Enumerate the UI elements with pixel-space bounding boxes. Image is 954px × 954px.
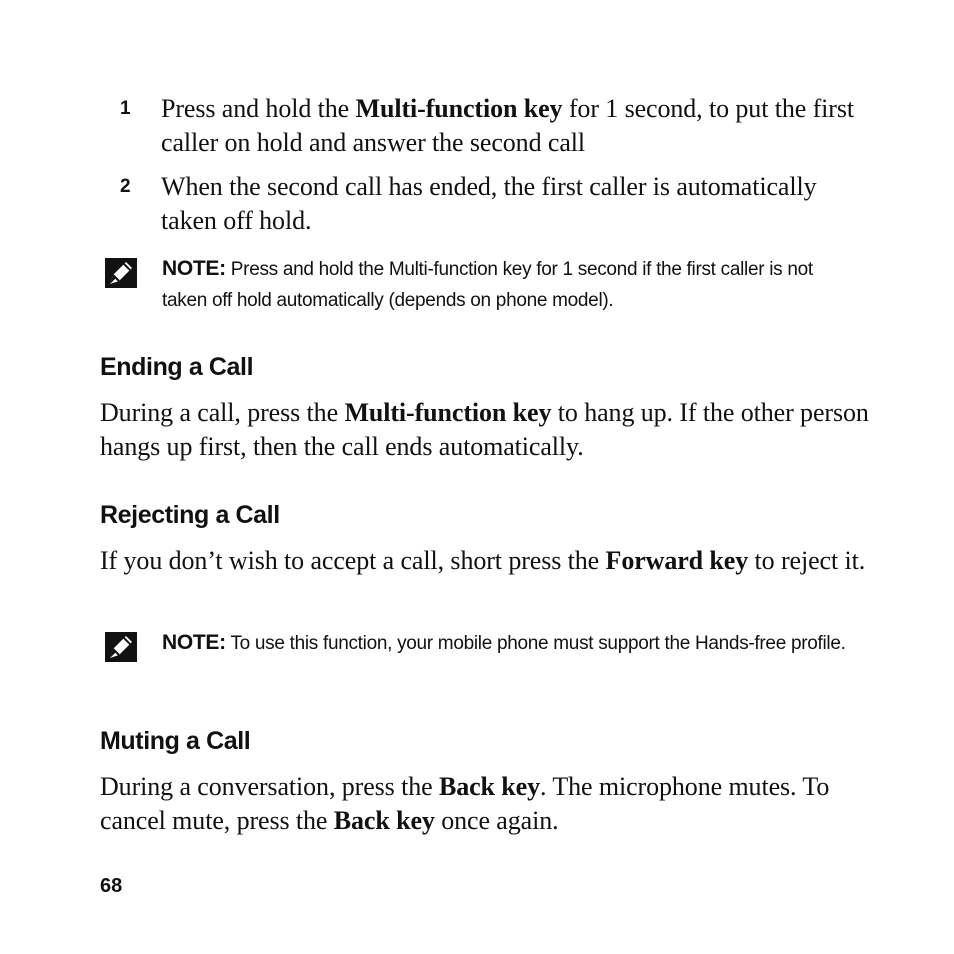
rejecting-paragraph: If you don’t wish to accept a call, short press the Forward key to reject it. — [100, 546, 866, 575]
note-1 — [104, 253, 864, 319]
step-number: 1 — [120, 98, 131, 119]
pencil-note-icon — [104, 257, 138, 289]
multi-function-key-label: Multi-function key — [344, 398, 552, 427]
step-1 — [100, 92, 860, 162]
heading-ending-a-call: Ending a Call — [100, 353, 254, 381]
multi-function-key-label: Multi-function key — [388, 259, 532, 280]
forward-key-label: Forward key — [605, 546, 749, 575]
step-2 — [100, 170, 860, 240]
muting-paragraph: During a conversation, press the Back key. The microphone mutes. To cancel mute, press the Back key once again. — [100, 772, 830, 835]
ending-paragraph: During a call, press the Multi-function key to hang up. If the other person hangs up first, then the call ends automatically. — [100, 398, 869, 461]
pencil-note-icon — [104, 631, 138, 663]
heading-rejecting-a-call: Rejecting a Call — [100, 501, 280, 529]
heading-muting-a-call: Muting a Call — [100, 727, 251, 755]
note-label: NOTE: — [162, 631, 226, 654]
step-text: When the second call has ended, the first caller is automatically taken off hold. — [161, 172, 817, 235]
note-label: NOTE: — [162, 257, 226, 280]
step-text: Press and hold the Multi-function key for 1 second, to put the first caller on hold and answer the second call — [161, 94, 854, 157]
note-2 — [104, 627, 864, 693]
page-number: 68 — [100, 875, 123, 897]
back-key-label: Back key — [438, 772, 540, 801]
note-text: NOTE: Press and hold the Multi-function key for 1 second if the first caller is not taken off hold automatically (depends on phone model). — [162, 257, 813, 311]
back-key-label: Back key — [333, 806, 435, 835]
note-text: NOTE: To use this function, your mobile phone must support the Hands-free profile. — [162, 631, 846, 654]
multi-function-key-label: Multi-function key — [355, 94, 563, 123]
step-number: 2 — [120, 176, 131, 197]
